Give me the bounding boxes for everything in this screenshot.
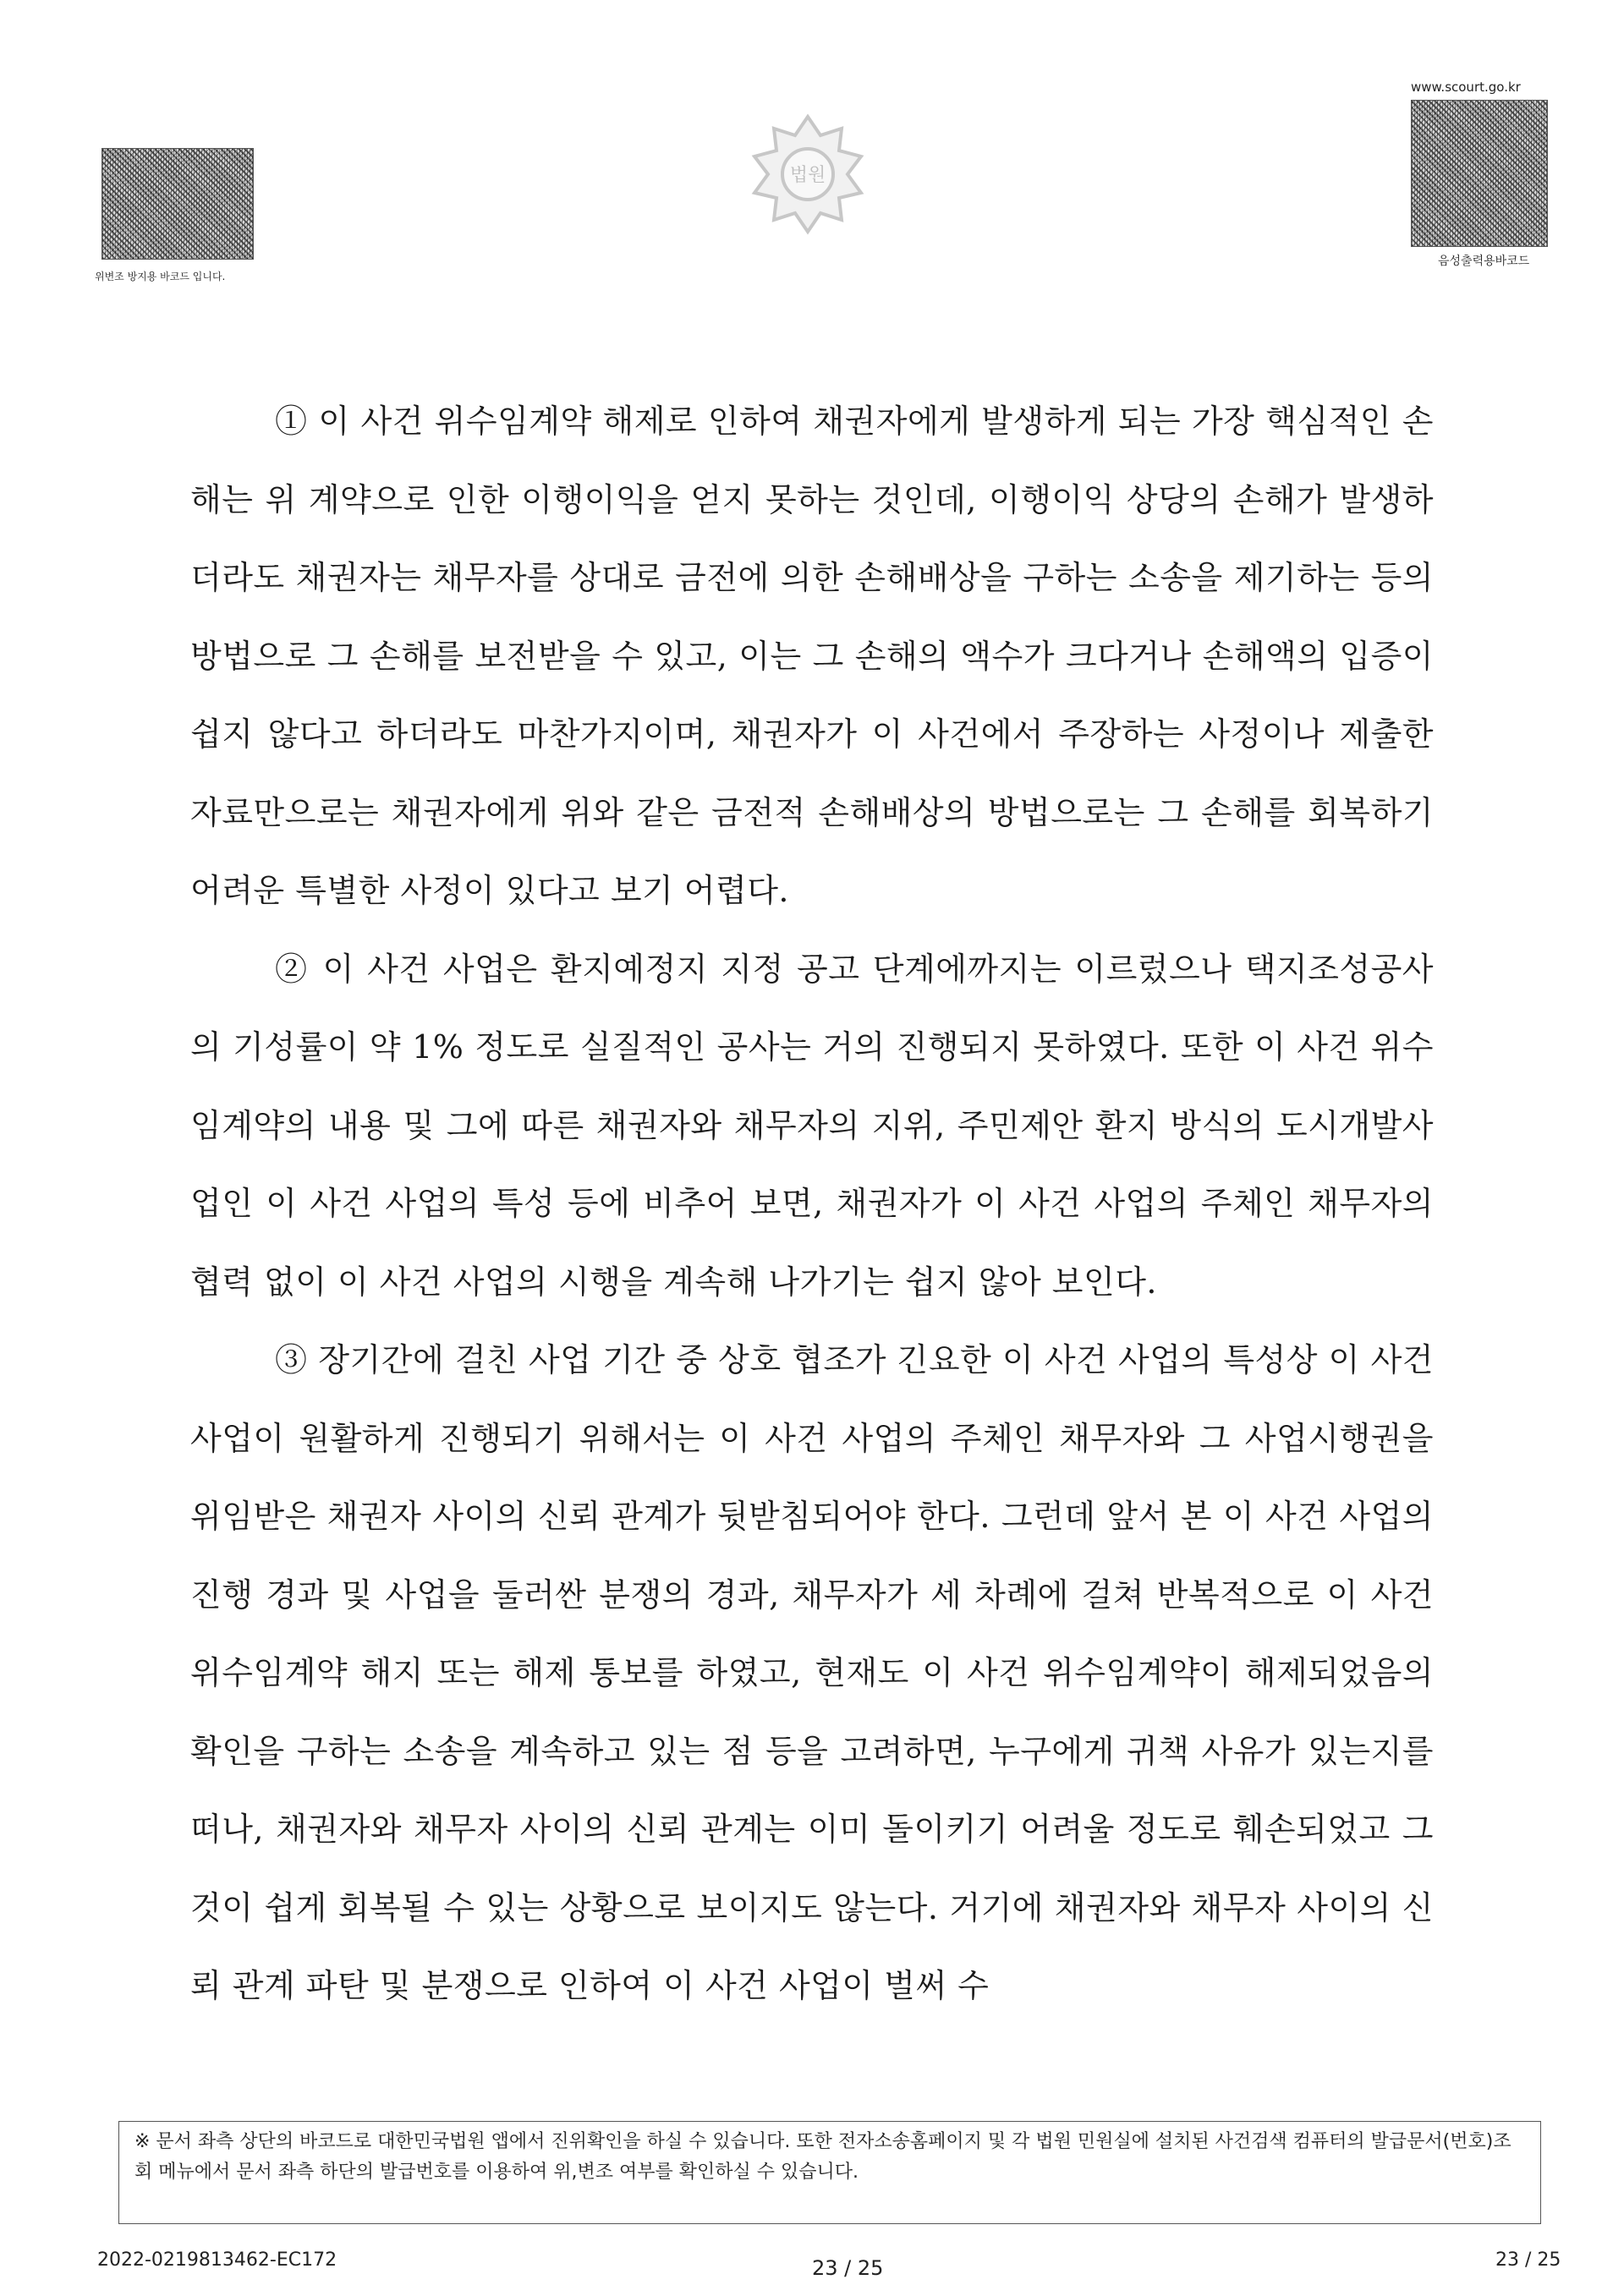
paragraph-2: ② 이 사건 사업은 환지예정지 지정 공고 단계에까지는 이르렀으나 택지조성공사의 기성률이 약 1% 정도로 실질적인 공사는 거의 진행되지 못하였다. 또한 이 사건 위수임계약의 내용 및 그에 따른 채권자와 채무자의 지위, 주민제안 환지 방식의 도시개발사업인 이 사건 사업의 특성 등에 비추어 보면, 채권자가 이 사건 사업의 주체인 채무자의 협력 없이 이 사건 사업의 시행을 계속해 나가기는 쉽지 않아 보인다. — [190, 950, 1434, 1301]
paragraph-1: ① 이 사건 위수임계약 해제로 인하여 채권자에게 발생하게 되는 가장 핵심적인 손해는 위 계약으로 인한 이행이익을 얻지 못하는 것인데, 이행이익 상당의 손해가 발생하더라도 채권자는 채무자를 상대로 금전에 의한 손해배상을 구하는 소송을 제기하는 등의 방법으로 그 손해를 보전받을 수 있고, 이는 그 손해의 액수가 크다거나 손해액의 입증이 쉽지 않다고 하더라도 마찬가지이며, 채권자가 이 사건에서 주장하는 사정이나 제출한 자료만으로는 채권자에게 위와 같은 금전적 손해배상의 방법으로는 그 손해를 회복하기 어려운 특별한 사정이 있다고 보기 어렵다. — [190, 403, 1434, 909]
anti-forgery-barcode-caption: 위변조 방지용 바코드 입니다. — [95, 271, 226, 282]
site-url: www.scourt.go.kr — [1411, 79, 1521, 95]
page-number-right: 23 / 25 — [1495, 2249, 1561, 2271]
page-number-center: 23 / 25 — [812, 2256, 884, 2280]
voice-output-barcode — [1411, 100, 1548, 247]
verification-notice: ※ 문서 좌측 상단의 바코드로 대한민국법원 앱에서 진위확인을 하실 수 있습니다. 또한 전자소송홈페이지 및 각 법원 민원실에 설치된 사건검색 컴퓨터의 발급문서(번호)조회 메뉴에서 문서 좌측 하단의 발급번호를 이용하여 위,변조 여부를 확인하실 수 있습니다. — [118, 2121, 1541, 2224]
court-emblem-icon — [736, 110, 880, 237]
voice-output-barcode-caption: 음성출력용바코드 — [1438, 255, 1530, 268]
document-body — [190, 382, 1434, 2025]
emblem-text: 법원 — [789, 165, 826, 186]
issue-number: 2022-0219813462-EC172 — [97, 2249, 337, 2271]
paragraph-3: ③ 장기간에 걸친 사업 기간 중 상호 협조가 긴요한 이 사건 사업의 특성상 이 사건 사업이 원활하게 진행되기 위해서는 이 사건 사업의 주체인 채무자와 그 사업시행권을 위임받은 채권자 사이의 신뢰 관계가 뒷받침되어야 한다. 그런데 앞서 본 이 사건 사업의 진행 경과 및 사업을 둘러싼 분쟁의 경과, 채무자가 세 차례에 걸쳐 반복적으로 이 사건 위수임계약 해지 또는 해제 통보를 하였고, 현재도 이 사건 위수임계약이 해제되었음의 확인을 구하는 소송을 계속하고 있는 점 등을 고려하면, 누구에게 귀책 사유가 있는지를 떠나, 채권자와 채무자 사이의 신뢰 관계는 이미 돌이키기 어려울 정도로 훼손되었고 그것이 쉽게 회복될 수 있는 상황으로 보이지도 않는다. 거기에 채권자와 채무자 사이의 신뢰 관계 파탄 및 분쟁으로 인하여 이 사건 사업이 벌써 수 — [190, 1341, 1434, 2004]
anti-forgery-barcode — [102, 148, 254, 260]
